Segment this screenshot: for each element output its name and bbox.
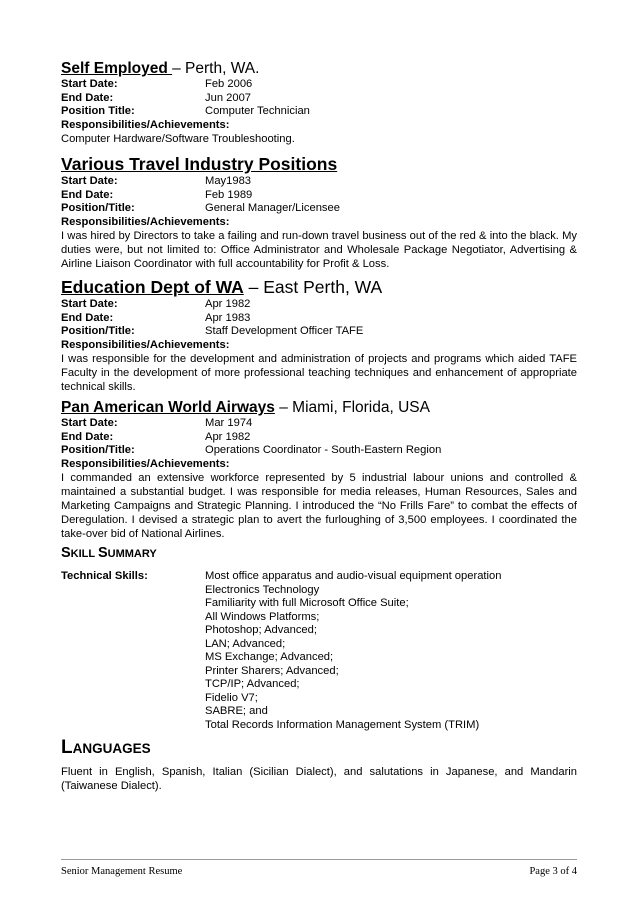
field-row (61, 92, 577, 106)
skill-item: LAN; Advanced; (205, 637, 286, 650)
field-value: Feb 1989 (205, 188, 253, 201)
field-row (61, 298, 577, 312)
skills-list (205, 570, 501, 732)
field-value: Computer Technician (205, 105, 310, 117)
field-label: Start Date: (61, 298, 118, 310)
field-value: Feb 2006 (205, 78, 253, 90)
field-value: Operations Coordinator - South-Eastern Region (205, 444, 442, 456)
field-label: Start Date: (61, 175, 118, 187)
job-heading (61, 59, 577, 78)
languages-section (61, 738, 577, 793)
job-description: I was responsible for the development and administration of projects and programs which aided TAFE Faculty in the development of more professional teaching techniques and enhancement of appropriate technical skills. (61, 353, 577, 393)
job-description: Computer Hardware/Software Troubleshooting. (61, 133, 295, 145)
technical-skills (61, 570, 577, 732)
job-location: – East Perth, WA (243, 277, 383, 297)
field-value: Apr 1983 (205, 311, 251, 324)
job-org: Self Employed (61, 60, 173, 77)
field-label: Position/Title: (61, 325, 135, 337)
skill-summary-heading (61, 545, 577, 562)
field-value: Jun 2007 (205, 91, 252, 104)
field-row (61, 189, 577, 203)
heading-rest: ANGUAGES (72, 741, 151, 756)
skill-item: Printer Sharers; Advanced; (205, 664, 339, 677)
responsibilities-label: Responsibilities/Achievements: (61, 457, 230, 470)
footer-title: Senior Management Resume (61, 866, 183, 877)
field-label: End Date: (61, 311, 114, 324)
skill-item: Photoshop; Advanced; (205, 624, 317, 636)
job-pan-american (61, 398, 577, 541)
field-row (61, 417, 577, 431)
languages-heading (61, 738, 577, 759)
field-value: General Manager/Licensee (205, 202, 340, 214)
skill-item: SABRE; and (205, 705, 268, 717)
skill-item: Familiarity with full Microsoft Office Suite; (205, 597, 409, 609)
field-value: May1983 (205, 175, 252, 187)
field-row (61, 325, 577, 339)
heading-rest: KILL (70, 548, 98, 560)
field-value: Apr 1982 (205, 430, 251, 443)
field-row (61, 78, 577, 92)
heading-cap: S (97, 545, 108, 561)
job-heading (61, 277, 577, 298)
skill-item: All Windows Platforms; (205, 610, 320, 623)
job-education-dept (61, 277, 577, 394)
skill-item: MS Exchange; Advanced; (205, 651, 334, 663)
field-label: Position Title: (61, 105, 135, 117)
field-row (61, 105, 577, 119)
skill-item: Most office apparatus and audio-visual equipment operation (205, 570, 502, 582)
page-number: Page 3 of 4 (529, 866, 577, 877)
job-location: – Miami, Florida, USA (274, 399, 430, 416)
field-label: End Date: (61, 91, 114, 104)
responsibilities-label: Responsibilities/Achievements: (61, 338, 230, 351)
responsibilities-label: Responsibilities/Achievements: (61, 215, 230, 228)
skill-item: TCP/IP; Advanced; (205, 678, 300, 690)
field-label: End Date: (61, 188, 114, 201)
page-footer (61, 859, 577, 877)
job-self-employed (61, 59, 577, 146)
job-location: – Perth, WA. (172, 60, 260, 77)
field-value: Apr 1982 (205, 298, 251, 310)
field-row (61, 444, 577, 458)
field-value: Mar 1974 (205, 417, 253, 429)
heading-rest: UMMARY (107, 548, 157, 560)
field-label: Start Date: (61, 417, 118, 429)
field-label: Position/Title: (61, 444, 135, 456)
field-label: End Date: (61, 430, 114, 443)
heading-cap: S (61, 545, 71, 561)
job-heading (61, 154, 577, 175)
skill-item: Electronics Technology (205, 583, 320, 596)
job-heading (61, 398, 577, 417)
job-description: I commanded an extensive workforce represented by 5 industrial labour unions and controlled & maintained a substantial budget. I was responsible for media releases, Human Resources, Sales and Marketing Campaigns and Strategic Planning. I introduced the “No Frills Fare” to combat the effects of Deregulation. I devised a strategic plan to avert the furloughing of 3,500 employees. I coordinated the take-over bid of National Airlines. (61, 472, 577, 540)
heading-cap: L (61, 737, 73, 758)
field-label: Position/Title: (61, 202, 135, 214)
job-travel-industry (61, 154, 577, 271)
field-row (61, 202, 577, 216)
field-row (61, 312, 577, 326)
responsibilities-label: Responsibilities/Achievements: (61, 118, 230, 131)
languages-text: Fluent in English, Spanish, Italian (Sicilian Dialect), and salutations in Japanese, and Mandarin (Taiwanese Dialect). (61, 766, 577, 792)
job-org: Education Dept of WA (61, 277, 244, 297)
job-org: Various Travel Industry Positions (61, 154, 338, 174)
technical-skills-label: Technical Skills: (61, 570, 148, 582)
field-label: Start Date: (61, 78, 118, 90)
skill-summary-section (61, 545, 577, 732)
field-value: Staff Development Officer TAFE (205, 325, 364, 337)
job-org: Pan American World Airways (61, 399, 275, 416)
job-description: I was hired by Directors to take a failing and run-down travel business out of the red & into the black. My duties were, but not limited to: Office Administrator and Wholesale Package Negotiator, Advertising & Airline Liaison Coordinator with full accountability for Profit & Loss. (61, 230, 577, 270)
field-row (61, 175, 577, 189)
skill-item: Fidelio V7; (205, 691, 258, 704)
skill-item: Total Records Information Management System (TRIM) (205, 718, 480, 731)
field-row (61, 431, 577, 445)
